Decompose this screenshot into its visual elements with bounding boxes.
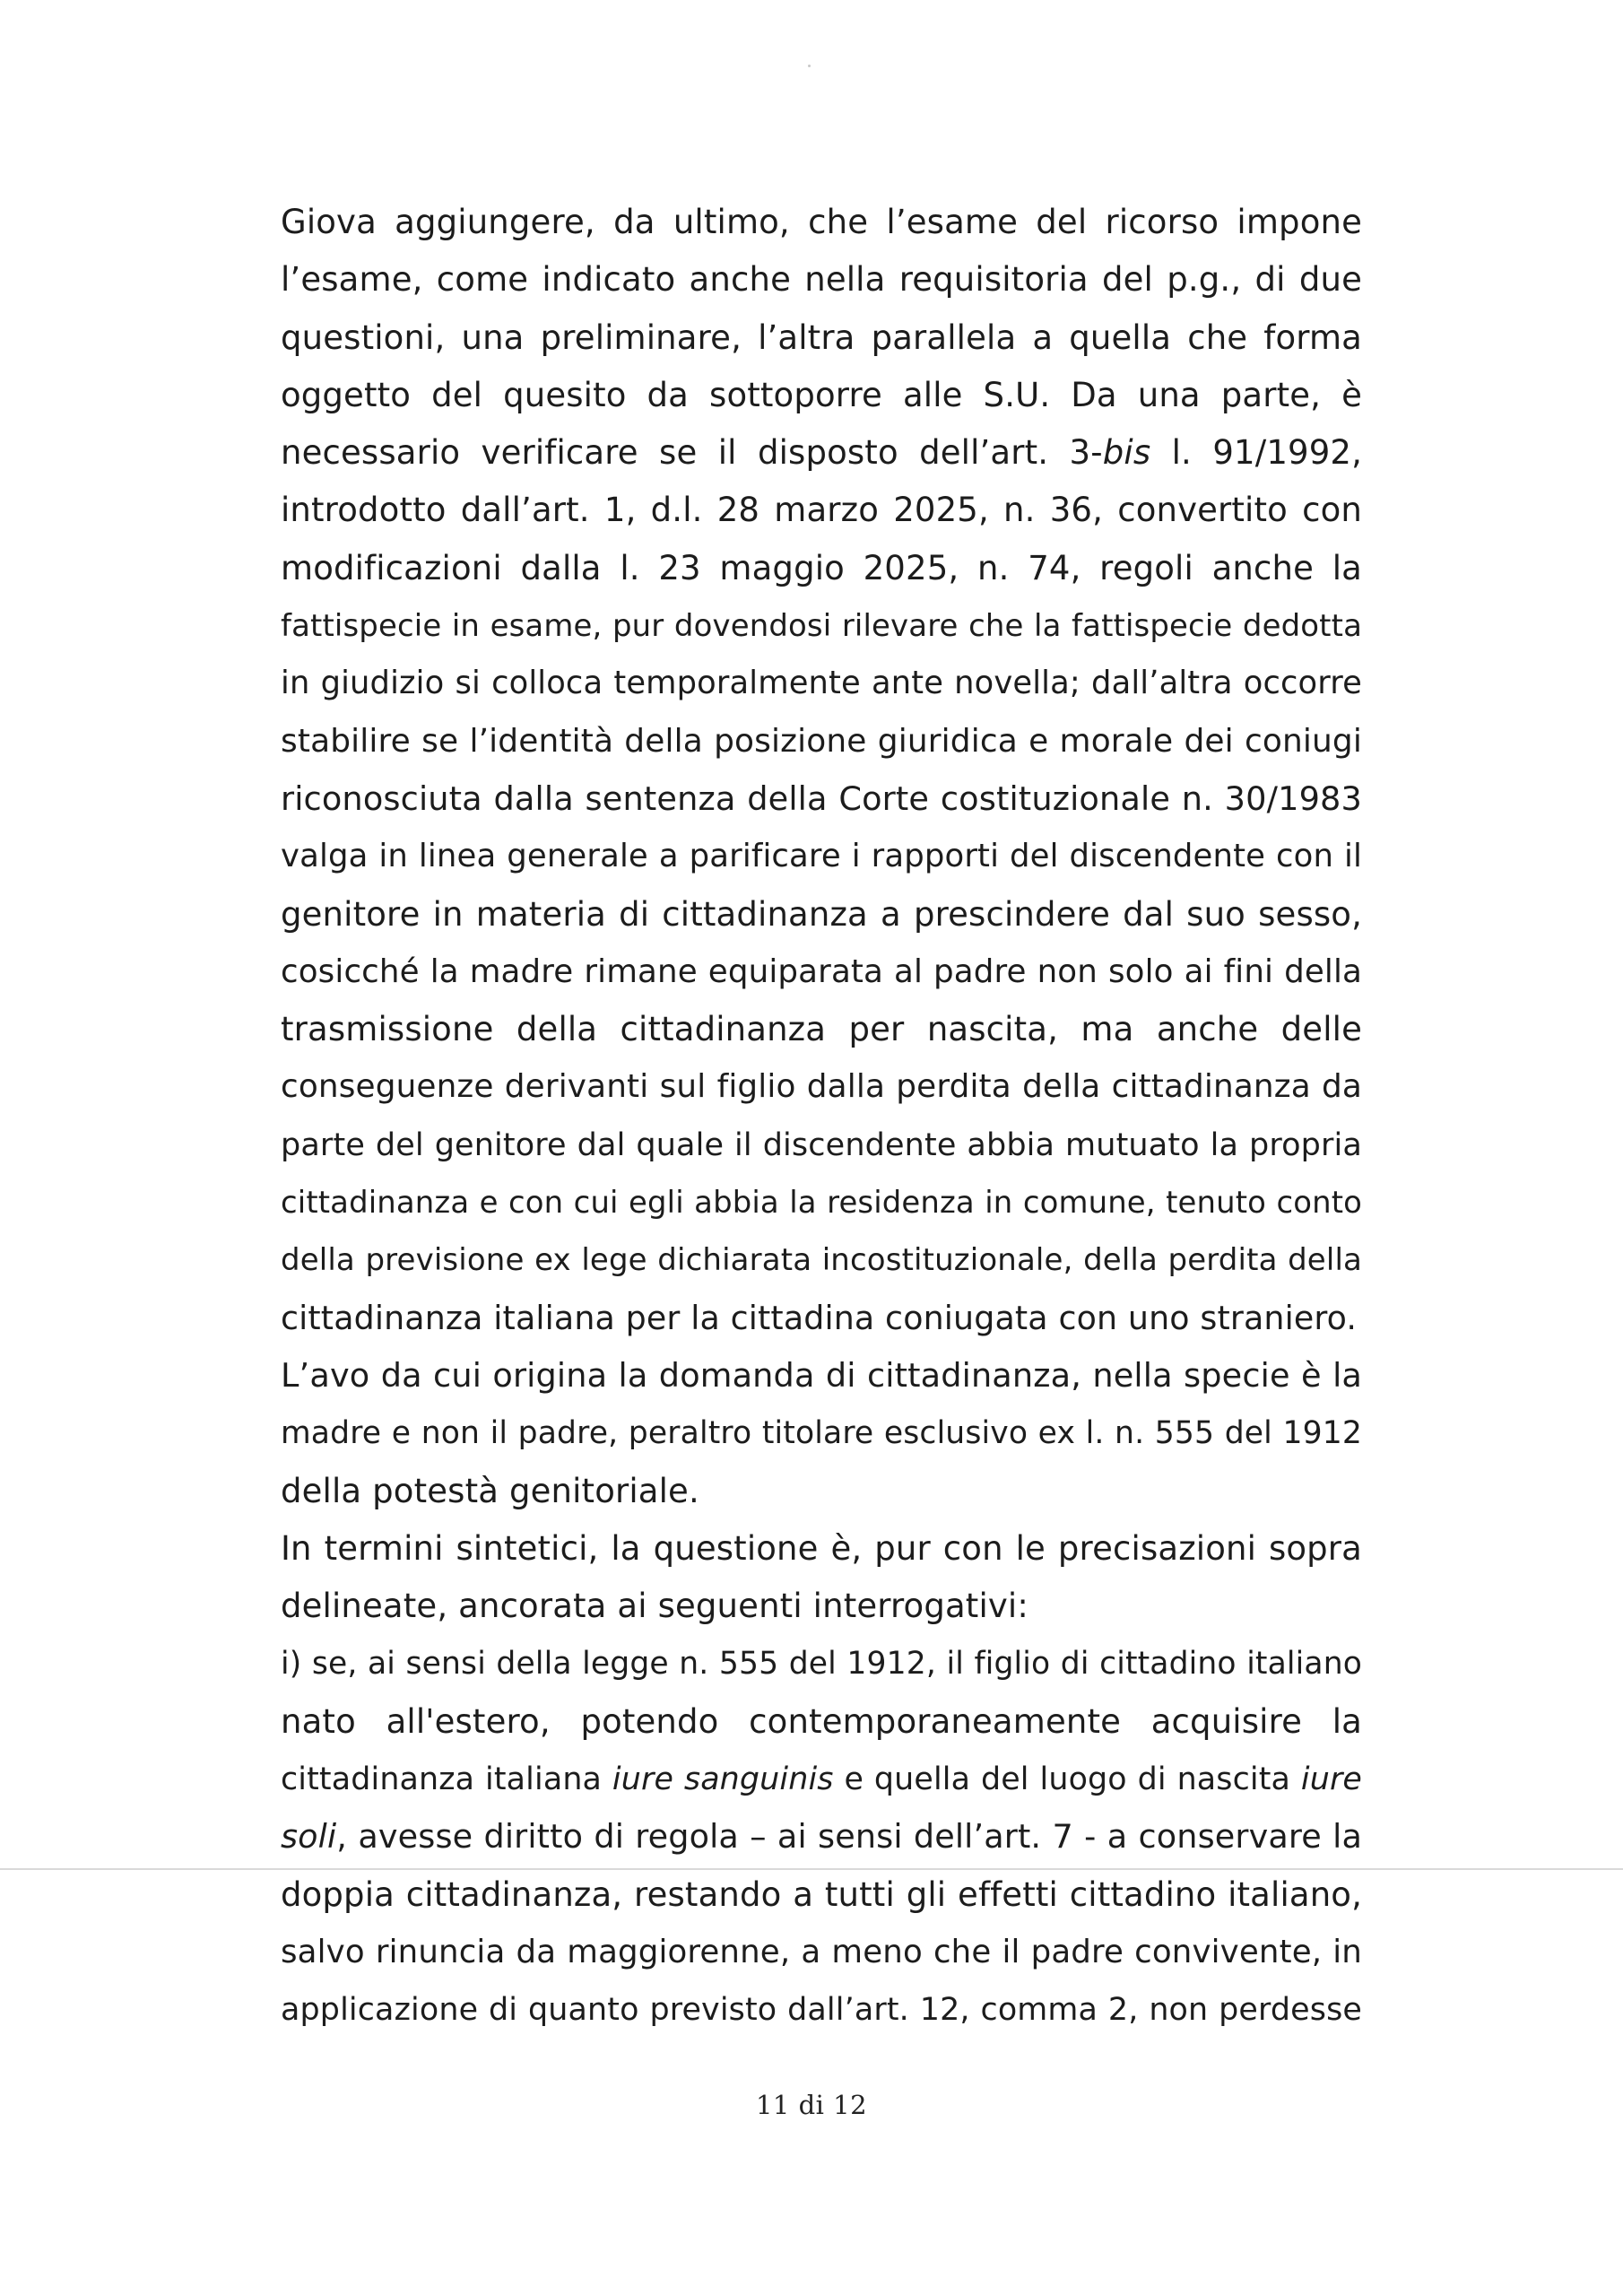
text-run: , avesse diritto di regola – ai sensi dell’art. 7 - a conservare la [336, 1817, 1362, 1857]
text-line: delineate, ancorata ai seguenti interrogativi: [281, 1587, 1028, 1626]
text-line: stabilire se l’identità della posizione giuridica e morale dei coniugi [281, 722, 1362, 760]
text-line: modificazioni dalla l. 23 maggio 2025, n. 74, regoli anche la [281, 548, 1362, 587]
italic-term: bis [1102, 433, 1151, 473]
body-text [281, 194, 1362, 2039]
paragraph-preliminary-questions [281, 194, 1362, 1347]
italic-term: iure [1300, 1761, 1362, 1798]
text-line: cittadinanza e con cui egli abbia la residenza in comune, tenuto conto [281, 1185, 1362, 1221]
text-line: cosicché la madre rimane equiparata al padre non solo ai fini della [281, 952, 1362, 990]
text-run: l. 91/1992, [1150, 433, 1362, 473]
text-line: L’avo da cui origina la domanda di cittadinanza, nella specie è la [281, 1355, 1362, 1395]
page-number: 11 di 12 [755, 2090, 868, 2120]
text-line: nato all'estero, potendo contemporaneamente acquisire la [281, 1701, 1362, 1741]
paragraph-ancestor [281, 1347, 1362, 1520]
italic-term: iure sanguinis [612, 1761, 834, 1798]
text-line: oggetto del quesito da sottoporre alle S.U. Da una parte, è [281, 375, 1362, 414]
text-line: In termini sintetici, la questione è, pur con le precisazioni sopra [281, 1528, 1362, 1568]
text-line: genitore in materia di cittadinanza a prescindere dal suo sesso, [281, 894, 1362, 934]
text-line: cittadinanza italiana per la cittadina coniugata con uno straniero. [281, 1298, 1358, 1337]
text-line [281, 1808, 1362, 1866]
italic-term: soli [281, 1817, 337, 1857]
text-line [281, 1751, 1362, 1808]
paragraph-summary [281, 1520, 1362, 1636]
text-line: fattispecie in esame, pur dovendosi rilevare che la fattispecie dedotta [281, 608, 1362, 644]
text-line: conseguenze derivanti sul figlio dalla perdita della cittadinanza da [281, 1068, 1362, 1106]
text-line: salvo rinuncia da maggiorenne, a meno che il padre convivente, in [281, 1933, 1362, 1970]
text-line: doppia cittadinanza, restando a tutti gli effetti cittadino italiano, [281, 1874, 1362, 1914]
paragraph-question-i [281, 1635, 1362, 2039]
text-line: l’esame, come indicato anche nella requisitoria del p.g., di due [281, 260, 1362, 300]
text-line: Giova aggiungere, da ultimo, che l’esame del ricorso impone [281, 203, 1362, 241]
text-run: cittadinanza italiana [281, 1761, 612, 1798]
text-line: valga in linea generale a parificare i rapporti del discendente con il [281, 838, 1362, 875]
scan-speck [808, 65, 811, 67]
text-run: necessario verificare se il disposto dell’art. 3- [281, 433, 1103, 473]
text-line: i) se, ai sensi della legge n. 555 del 1912, il figlio di cittadino italiano [281, 1646, 1362, 1683]
text-line: in giudizio si colloca temporalmente ante novella; dall’altra occorre [281, 665, 1362, 702]
text-line: introdotto dall’art. 1, d.l. 28 marzo 2025, n. 36, convertito con [281, 491, 1362, 530]
text-line: madre e non il padre, peraltro titolare esclusivo ex l. n. 555 del 1912 [281, 1415, 1362, 1452]
text-line: riconosciuta dalla sentenza della Corte costituzionale n. 30/1983 [281, 778, 1362, 818]
text-line [281, 424, 1362, 482]
text-line: parte del genitore dal quale il discendente abbia mutuato la propria [281, 1126, 1362, 1163]
text-line: trasmissione della cittadinanza per nascita, ma anche delle [281, 1010, 1362, 1049]
text-run: e quella del luogo di nascita [833, 1761, 1301, 1798]
text-line: della previsione ex lege dichiarata incostituzionale, della perdita della [281, 1242, 1362, 1279]
text-line: della potestà genitoriale. [281, 1471, 699, 1510]
text-line: applicazione di quanto previsto dall’art. 12, comma 2, non perdesse [281, 1992, 1362, 2029]
text-line: questioni, una preliminare, l’altra parallela a quella che forma [281, 317, 1362, 357]
